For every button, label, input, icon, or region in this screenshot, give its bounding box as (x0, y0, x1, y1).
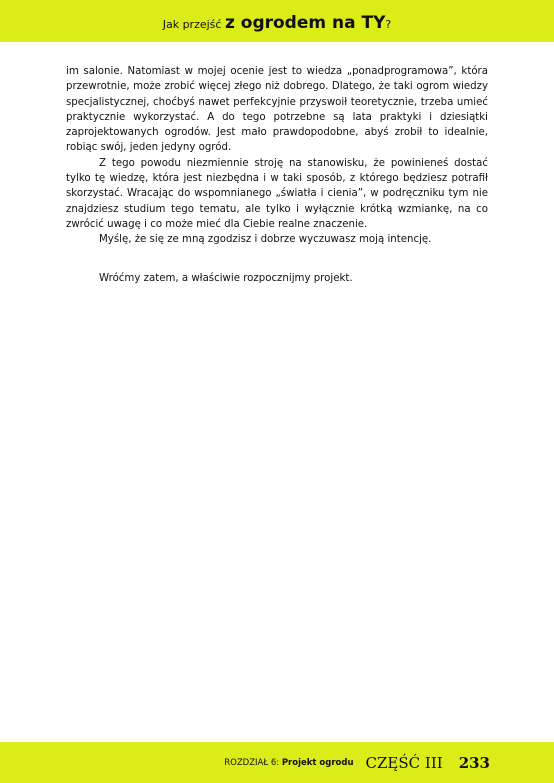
chapter-title: Projekt ogrodu (281, 757, 354, 768)
part-label: CZĘŚĆ III (365, 753, 443, 772)
footer-band (0, 742, 554, 783)
paragraph-4: Wróćmy zatem, a właściwie rozpocznijmy projekt. (99, 272, 353, 284)
paragraph-3: Myślę, że się ze mną zgodzisz i dobrze wyczuwasz moją intencję. (99, 234, 432, 246)
header-band (0, 0, 554, 42)
running-header-main: z ogrodem na TY (224, 12, 386, 33)
running-header-suffix: ? (385, 17, 392, 31)
footer-content (224, 742, 490, 783)
page-number: 233 (458, 753, 490, 772)
paragraph-2: Z tego powodu niezmiennie stroję na stanowisku, że powinieneś dostać tylko tę wiedzę, która jest niezbędna i w taki sposób, z którego będziesz potrafił skorzystać. Wracając do wspomnianego „światła i cienia”, w podręczniku tym nie znajdziesz studium tego tematu, ale tylko i wyłącznie krótką wzmiankę, na co zwrócić uwagę i co może mieć dla Ciebie realne znaczenie. (66, 157, 488, 230)
chapter-label (224, 758, 353, 768)
chapter-prefix: ROZDZIAŁ 6: (224, 757, 282, 768)
paragraph-1: im salonie. Natomiast w mojej ocenie jest to wiedza „ponadprogramowa”, która przewrotnie, może zrobić więcej złego niż dobrego. Dlatego, że taki ogrom wiedzy specjalistycznej, choćbyś nawet perfekcyjnie przyswoił teoretycznie, trzeba umieć praktycznie wykorzystać. A do tego potrzebne są lata praktyki i dziesiątki zaprojektowanych ogrodów. Jest mało prawdopodobne, abyś zrobił to idealnie, robiąc swój, jeden jedyny ogród. (66, 66, 488, 154)
running-header-prefix: Jak przejść (162, 17, 225, 31)
body-text (66, 64, 488, 286)
running-header (162, 12, 392, 33)
